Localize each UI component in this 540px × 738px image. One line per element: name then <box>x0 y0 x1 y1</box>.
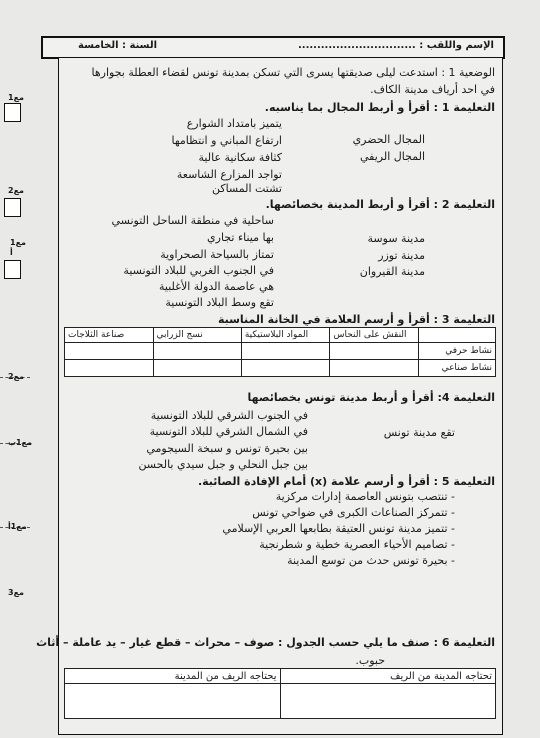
score-label: مع1ب <box>8 438 33 447</box>
task1-right-item: تشتت المساكن <box>211 182 282 195</box>
score-label: مع1أ <box>8 522 27 531</box>
table-header-cell: نسج الزرابي <box>153 328 241 343</box>
task2-city: مدينة سوسة <box>367 232 425 245</box>
task5-item: - بحيرة تونس حدث من توسع المدينة <box>287 554 455 567</box>
score-label: مع2 <box>8 186 24 195</box>
answer-cell[interactable] <box>153 343 241 360</box>
task4-feature: بين جبل النحلي و جبل سيدي بالحسن <box>138 458 308 471</box>
score-label: مع3 <box>8 588 24 597</box>
task6-title: التعليمة 6 : صنف ما يلي حسب الجدول : صوف – محراث – قطع غيار – يد عاملة – أثاث <box>36 636 495 649</box>
answer-cell[interactable] <box>330 343 419 360</box>
task2-feature: تقع وسط البلاد التونسية <box>165 296 274 309</box>
score-box[interactable] <box>4 103 21 122</box>
task5-item: - تنتصب بتونس العاصمة إدارات مركزية <box>275 490 455 503</box>
score-box[interactable] <box>4 198 21 217</box>
task4-title: التعليمة 4: أقرأ و أربط مدينة تونس بخصائصها <box>247 391 495 404</box>
task1-right-item: يتميز بامتداد الشوارع <box>186 117 282 130</box>
answer-cell[interactable] <box>241 360 330 377</box>
task6-line2: حبوب. <box>355 654 385 667</box>
task4-feature: بين بحيرة تونس و سبخة السيجومي <box>146 442 308 455</box>
task1-left-item: المجال الريفي <box>360 150 425 163</box>
task1-right-item: كثافة سكانية عالية <box>198 151 282 164</box>
answer-cell[interactable] <box>65 684 281 719</box>
situation-line2: في احد أرياف مدينة الكاف. <box>370 83 495 96</box>
score-label: مع1 <box>8 93 24 102</box>
table-header-cell: يحتاجه الريف من المدينة <box>65 669 281 684</box>
task6-table <box>64 668 496 719</box>
table-header-cell: النقش على النحاس <box>330 328 419 343</box>
task2-feature: ساحلية في منطقة الساحل التونسي <box>111 214 274 227</box>
task2-title: التعليمة 2 : أقرأ و أربط المدينة بخصائصها. <box>265 198 495 211</box>
answer-cell[interactable] <box>330 360 419 377</box>
answer-cell[interactable] <box>153 360 241 377</box>
task2-city: مدينة القيروان <box>359 265 425 278</box>
task3-table <box>64 327 496 377</box>
task4-feature: في الشمال الشرقي للبلاد التونسية <box>149 425 308 438</box>
task5-item: - تصاميم الأحياء العصرية خطية و شطرنجية <box>259 538 455 551</box>
task1-right-item: تواجد المزارع الشاسعة <box>176 168 282 181</box>
table-row <box>65 684 496 719</box>
table-corner-cell <box>419 328 496 343</box>
task2-feature: في الجنوب الغربي للبلاد التونسية <box>123 264 274 277</box>
table-row <box>65 360 496 377</box>
task2-feature: هي عاصمة الدولة الأغلبية <box>159 280 274 293</box>
table-header-cell: المواد البلاستيكية <box>241 328 330 343</box>
task4-feature: في الجنوب الشرقي للبلاد التونسية <box>150 409 308 422</box>
name-label: الإسم واللقب : ............................... <box>297 40 494 51</box>
task5-title: التعليمة 5 : أقرأ و أرسم علامة (x) أمام الإفادة الصائبة. <box>197 475 495 488</box>
table-header-cell: تحتاجه المدينة من الريف <box>280 669 496 684</box>
level-label: السنة : الخامسة <box>78 40 158 51</box>
row-label: نشاط حرفي <box>419 343 496 360</box>
table-row <box>65 343 496 360</box>
score-label: مع2 <box>8 372 24 381</box>
task5-item: - تتمركز الصناعات الكبرى في ضواحي تونس <box>252 506 455 519</box>
score-label: مع1 أ <box>10 238 26 257</box>
task2-feature: تمتاز بالسياحة الصحراوية <box>160 248 274 261</box>
task2-feature: بها ميناء تجاري <box>207 231 274 244</box>
table-row <box>65 328 496 343</box>
task1-left-item: المجال الحضري <box>352 133 425 146</box>
task1-right-item: ارتفاع المباني و انتظامها <box>171 134 282 147</box>
score-box[interactable] <box>4 260 21 279</box>
task3-title: التعليمة 3 : أقرأ و أرسم العلامة في الخانة المناسبة <box>217 313 495 326</box>
task5-item: - تتميز مدينة تونس العتيقة بطابعها العربي الإسلامي <box>222 522 455 535</box>
answer-cell[interactable] <box>280 684 496 719</box>
situation-line1: الوضعية 1 : استدعت ليلى صديقتها يسرى التي تسكن بمدينة تونس لقضاء العطلة بجوارها <box>91 66 495 79</box>
task1-title: التعليمة 1 : أقرأ و أربط المجال بما يناسبه. <box>264 101 495 114</box>
answer-cell[interactable] <box>65 360 154 377</box>
row-label: نشاط صناعي <box>419 360 496 377</box>
answer-cell[interactable] <box>241 343 330 360</box>
table-row <box>65 669 496 684</box>
table-header-cell: صناعة الثلاجات <box>65 328 154 343</box>
task2-city: مدينة توزر <box>378 249 425 262</box>
task4-subject: تقع مدينة تونس <box>383 426 455 439</box>
answer-cell[interactable] <box>65 343 154 360</box>
